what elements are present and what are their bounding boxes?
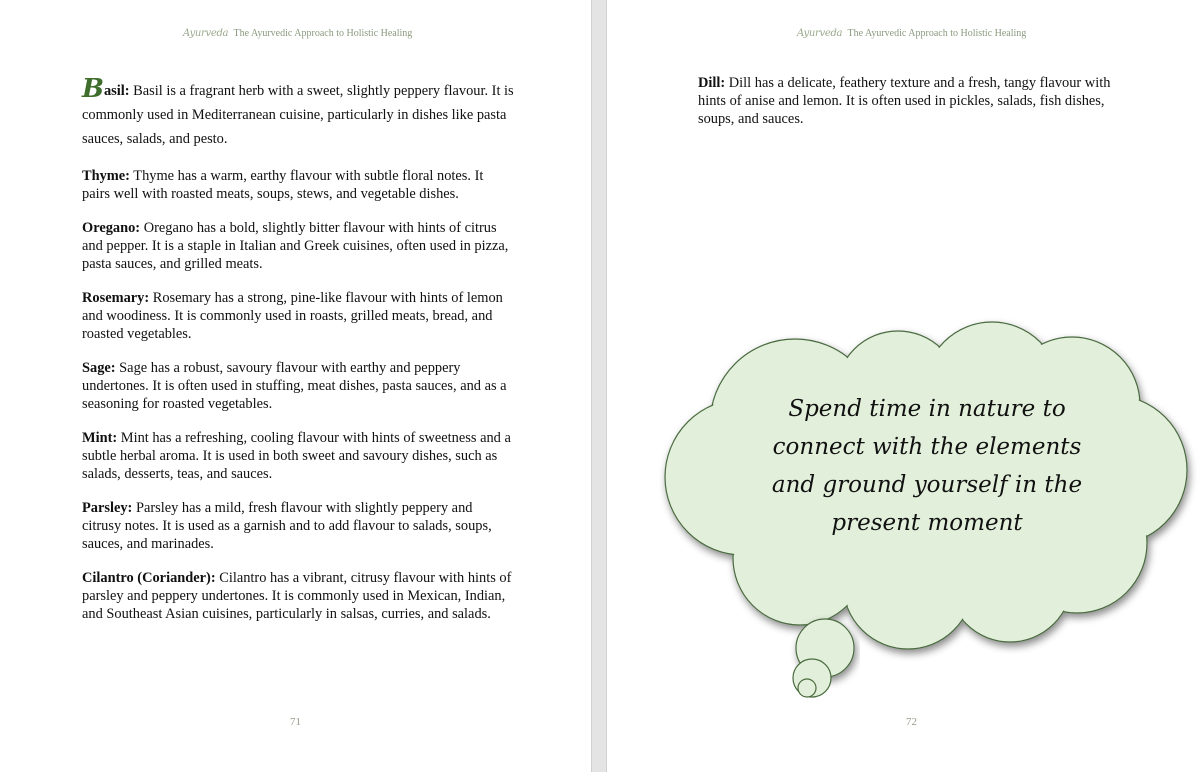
herb-entry-mint <box>82 429 514 483</box>
herb-term: Oregano: <box>82 220 141 236</box>
herb-description: Thyme has a warm, earthy flavour with subtle floral notes. It pairs well with roasted meats, soups, stews, and vegetable dishes. <box>82 168 484 202</box>
running-header <box>183 28 412 39</box>
running-header <box>797 28 1026 39</box>
page-right <box>607 0 1203 772</box>
page-left <box>0 0 591 772</box>
herb-entry-cilantro <box>82 569 514 623</box>
herb-term: Thyme: <box>82 168 130 184</box>
herb-description: Dill has a delicate, feathery texture and a fresh, tangy flavour with hints of anise and lemon. It is often used in pickles, salads, fish dishes, soups, and sauces. <box>698 75 1111 127</box>
herb-entry-rosemary <box>82 289 514 343</box>
herb-entry-oregano <box>82 219 514 273</box>
herb-entries <box>698 74 1123 144</box>
herb-term: Rosemary: <box>82 290 150 306</box>
page-gutter <box>591 0 607 772</box>
herb-description: Basil is a fragrant herb with a sweet, slightly peppery flavour. It is commonly used in Mediterranean cuisine, particularly in dishes like pasta sauces, salads, and pesto. <box>82 83 514 147</box>
herb-description: Parsley has a mild, fresh flavour with slightly peppery and citrusy notes. It is used as a garnish and to add flavour to salads, soups, sauces, and marinades. <box>82 500 492 552</box>
brand-logo-text: Ayurveda <box>797 28 843 39</box>
inspirational-quote: Spend time in nature to connect with the elements and ground yourself in the present moment <box>771 396 1083 536</box>
page-number: 71 <box>290 716 301 728</box>
herb-description: Mint has a refreshing, cooling flavour with hints of sweetness and a subtle herbal aroma. It is used in both sweet and savoury dishes, such as salads, desserts, teas, and sauces. <box>82 430 511 482</box>
herb-entries <box>82 74 514 639</box>
herb-entry-parsley <box>82 499 514 553</box>
page-number: 72 <box>906 716 917 728</box>
herb-term: Dill: <box>698 75 726 91</box>
herb-term: Cilantro (Coriander): <box>82 570 216 586</box>
thought-bubbles <box>793 619 854 697</box>
herb-entry-dill <box>698 74 1123 128</box>
herb-description: Oregano has a bold, slightly bitter flavour with hints of citrus and pepper. It is a staple in Italian and Greek cuisines, often used in pizza, pasta sauces, and grilled meats. <box>82 220 509 272</box>
herb-term: Sage: <box>82 360 116 376</box>
herb-term: Parsley: <box>82 500 133 516</box>
book-title: The Ayurvedic Approach to Holistic Healing <box>233 28 413 39</box>
drop-cap: B <box>82 74 104 104</box>
herb-entry-thyme <box>82 167 514 203</box>
brand-logo-text: Ayurveda <box>183 28 229 39</box>
herb-term: asil: <box>103 83 130 99</box>
thought-cloud-callout <box>647 310 1203 710</box>
herb-entry-basil <box>82 74 514 151</box>
herb-entry-sage <box>82 359 514 413</box>
herb-description: Sage has a robust, savoury flavour with earthy and peppery undertones. It is often used in stuffing, meat dishes, pasta sauces, and as a seasoning for roasted vegetables. <box>82 360 507 412</box>
herb-term: Mint: <box>82 430 118 446</box>
book-title: The Ayurvedic Approach to Holistic Healing <box>847 28 1027 39</box>
herb-description: Rosemary has a strong, pine-like flavour with hints of lemon and woodiness. It is commonly used in roasts, grilled meats, bread, and roasted vegetables. <box>82 290 503 342</box>
herb-description: Cilantro has a vibrant, citrusy flavour with hints of parsley and peppery undertones. It is commonly used in Mexican, Indian, and Southeast Asian cuisines, particularly in salsas, curries, and salads. <box>82 570 512 622</box>
